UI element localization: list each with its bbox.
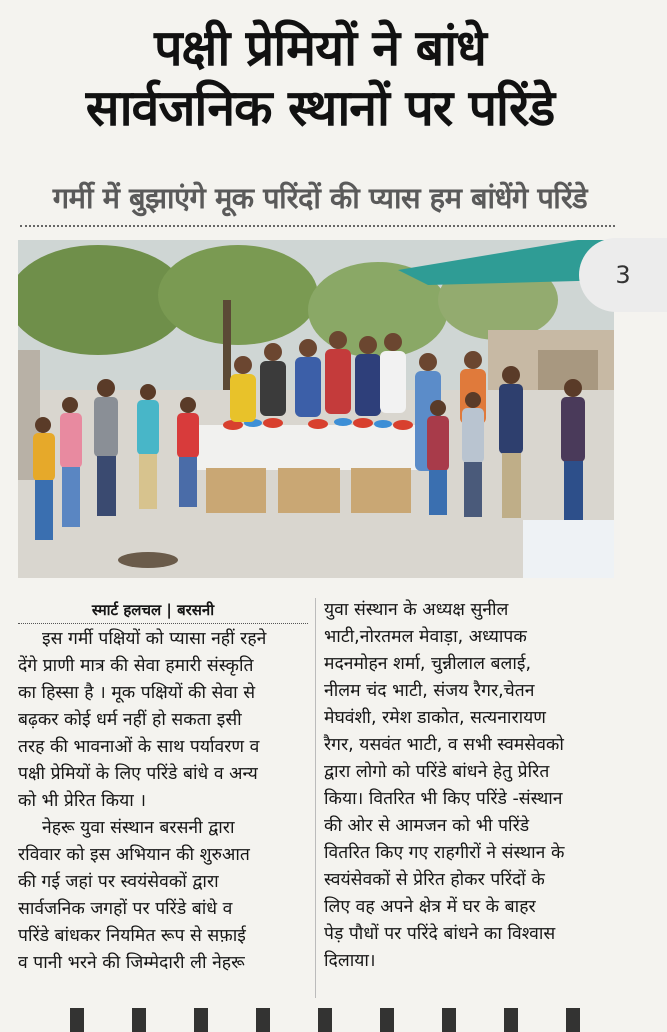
body-line: भाटी,नोरतमल मेवाड़ा, अध्यापक <box>324 627 527 647</box>
body-line: दिलाया। <box>324 951 376 971</box>
body-line: परिंडे बांधकर नियमित रूप से सफ़ाई <box>18 926 246 946</box>
column-divider <box>315 598 316 998</box>
byline: स्मार्ट हलचल | बरसनी <box>18 597 308 624</box>
article-column-right <box>324 597 616 975</box>
left-column-body <box>18 626 308 977</box>
headline-line-2: सार्वजनिक स्थानों पर परिंडे <box>85 79 555 137</box>
body-line: स्वयंसेवकों से प्रेरित होकर परिंदों के <box>324 870 545 890</box>
body-line: इस गर्मी पक्षियों को प्यासा नहीं रहने <box>42 629 267 649</box>
body-line: की ओर से आमजन को भी परिंडे <box>324 816 530 836</box>
headline-line-1: पक्षी प्रेमियों ने बांधे <box>154 19 486 77</box>
body-line: मेघवंशी, रमेश डाकोत, सत्यनारायण <box>324 708 546 728</box>
body-line: किया। वितरित भी किए परिंडे -संस्थान <box>324 789 563 809</box>
article-column-left <box>18 597 308 977</box>
body-line: युवा संस्थान के अध्यक्ष सुनील <box>324 600 509 620</box>
headline <box>20 18 620 138</box>
body-line: की गई जहां पर स्वयंसेवकों द्वारा <box>18 872 219 892</box>
body-line: वितरित किए गए राहगीरों ने संस्थान के <box>324 843 565 863</box>
body-line: रैगर, यसवंत भाटी, व सभी स्वमसेवको <box>324 735 564 755</box>
body-line: बढ़कर कोई धर्म नहीं हो सकता इसी <box>18 710 242 730</box>
dotted-divider <box>20 225 615 227</box>
body-line: मदनमोहन शर्मा, चुन्नीलाल बलाई, <box>324 654 532 674</box>
next-headline-cutoff <box>70 1008 610 1032</box>
body-line: रविवार को इस अभियान की शुरुआत <box>18 845 250 865</box>
group-photo-icon <box>18 240 614 578</box>
news-photo <box>18 240 614 578</box>
body-line: तरह की भावनाओं के साथ पर्यावरण व <box>18 737 260 757</box>
body-line: लिए वह अपने क्षेत्र में घर के बाहर <box>324 897 536 917</box>
body-line: का हिस्सा है । मूक पक्षियों की सेवा से <box>18 683 256 703</box>
body-line: पक्षी प्रेमियों के लिए परिंडे बांधे व अन्य <box>18 764 258 784</box>
subheadline: गर्मी में बुझाएंगे मूक परिंदों की प्यास हम बांधेंगे परिंडे <box>52 181 588 215</box>
body-line: द्वारा लोगो को परिंडे बांधने हेतु प्रेरित <box>324 762 550 782</box>
body-line: सार्वजनिक जगहों पर परिंडे बांधे व <box>18 899 233 919</box>
body-line: नीलम चंद भाटी, संजय रैगर,चेतन <box>324 681 535 701</box>
body-line: नेहरू युवा संस्थान बरसनी द्वारा <box>42 818 235 838</box>
body-line: पेड़ पौधों पर परिंदे बांधने का विश्वास <box>324 924 556 944</box>
body-line: व पानी भरने की जिम्मेदारी ली नेहरू <box>18 953 245 973</box>
page-number-tab[interactable]: 3 <box>579 238 667 312</box>
body-line: को भी प्रेरित किया । <box>18 791 146 811</box>
body-line: देंगे प्राणी मात्र की सेवा हमारी संस्कृति <box>18 656 254 676</box>
